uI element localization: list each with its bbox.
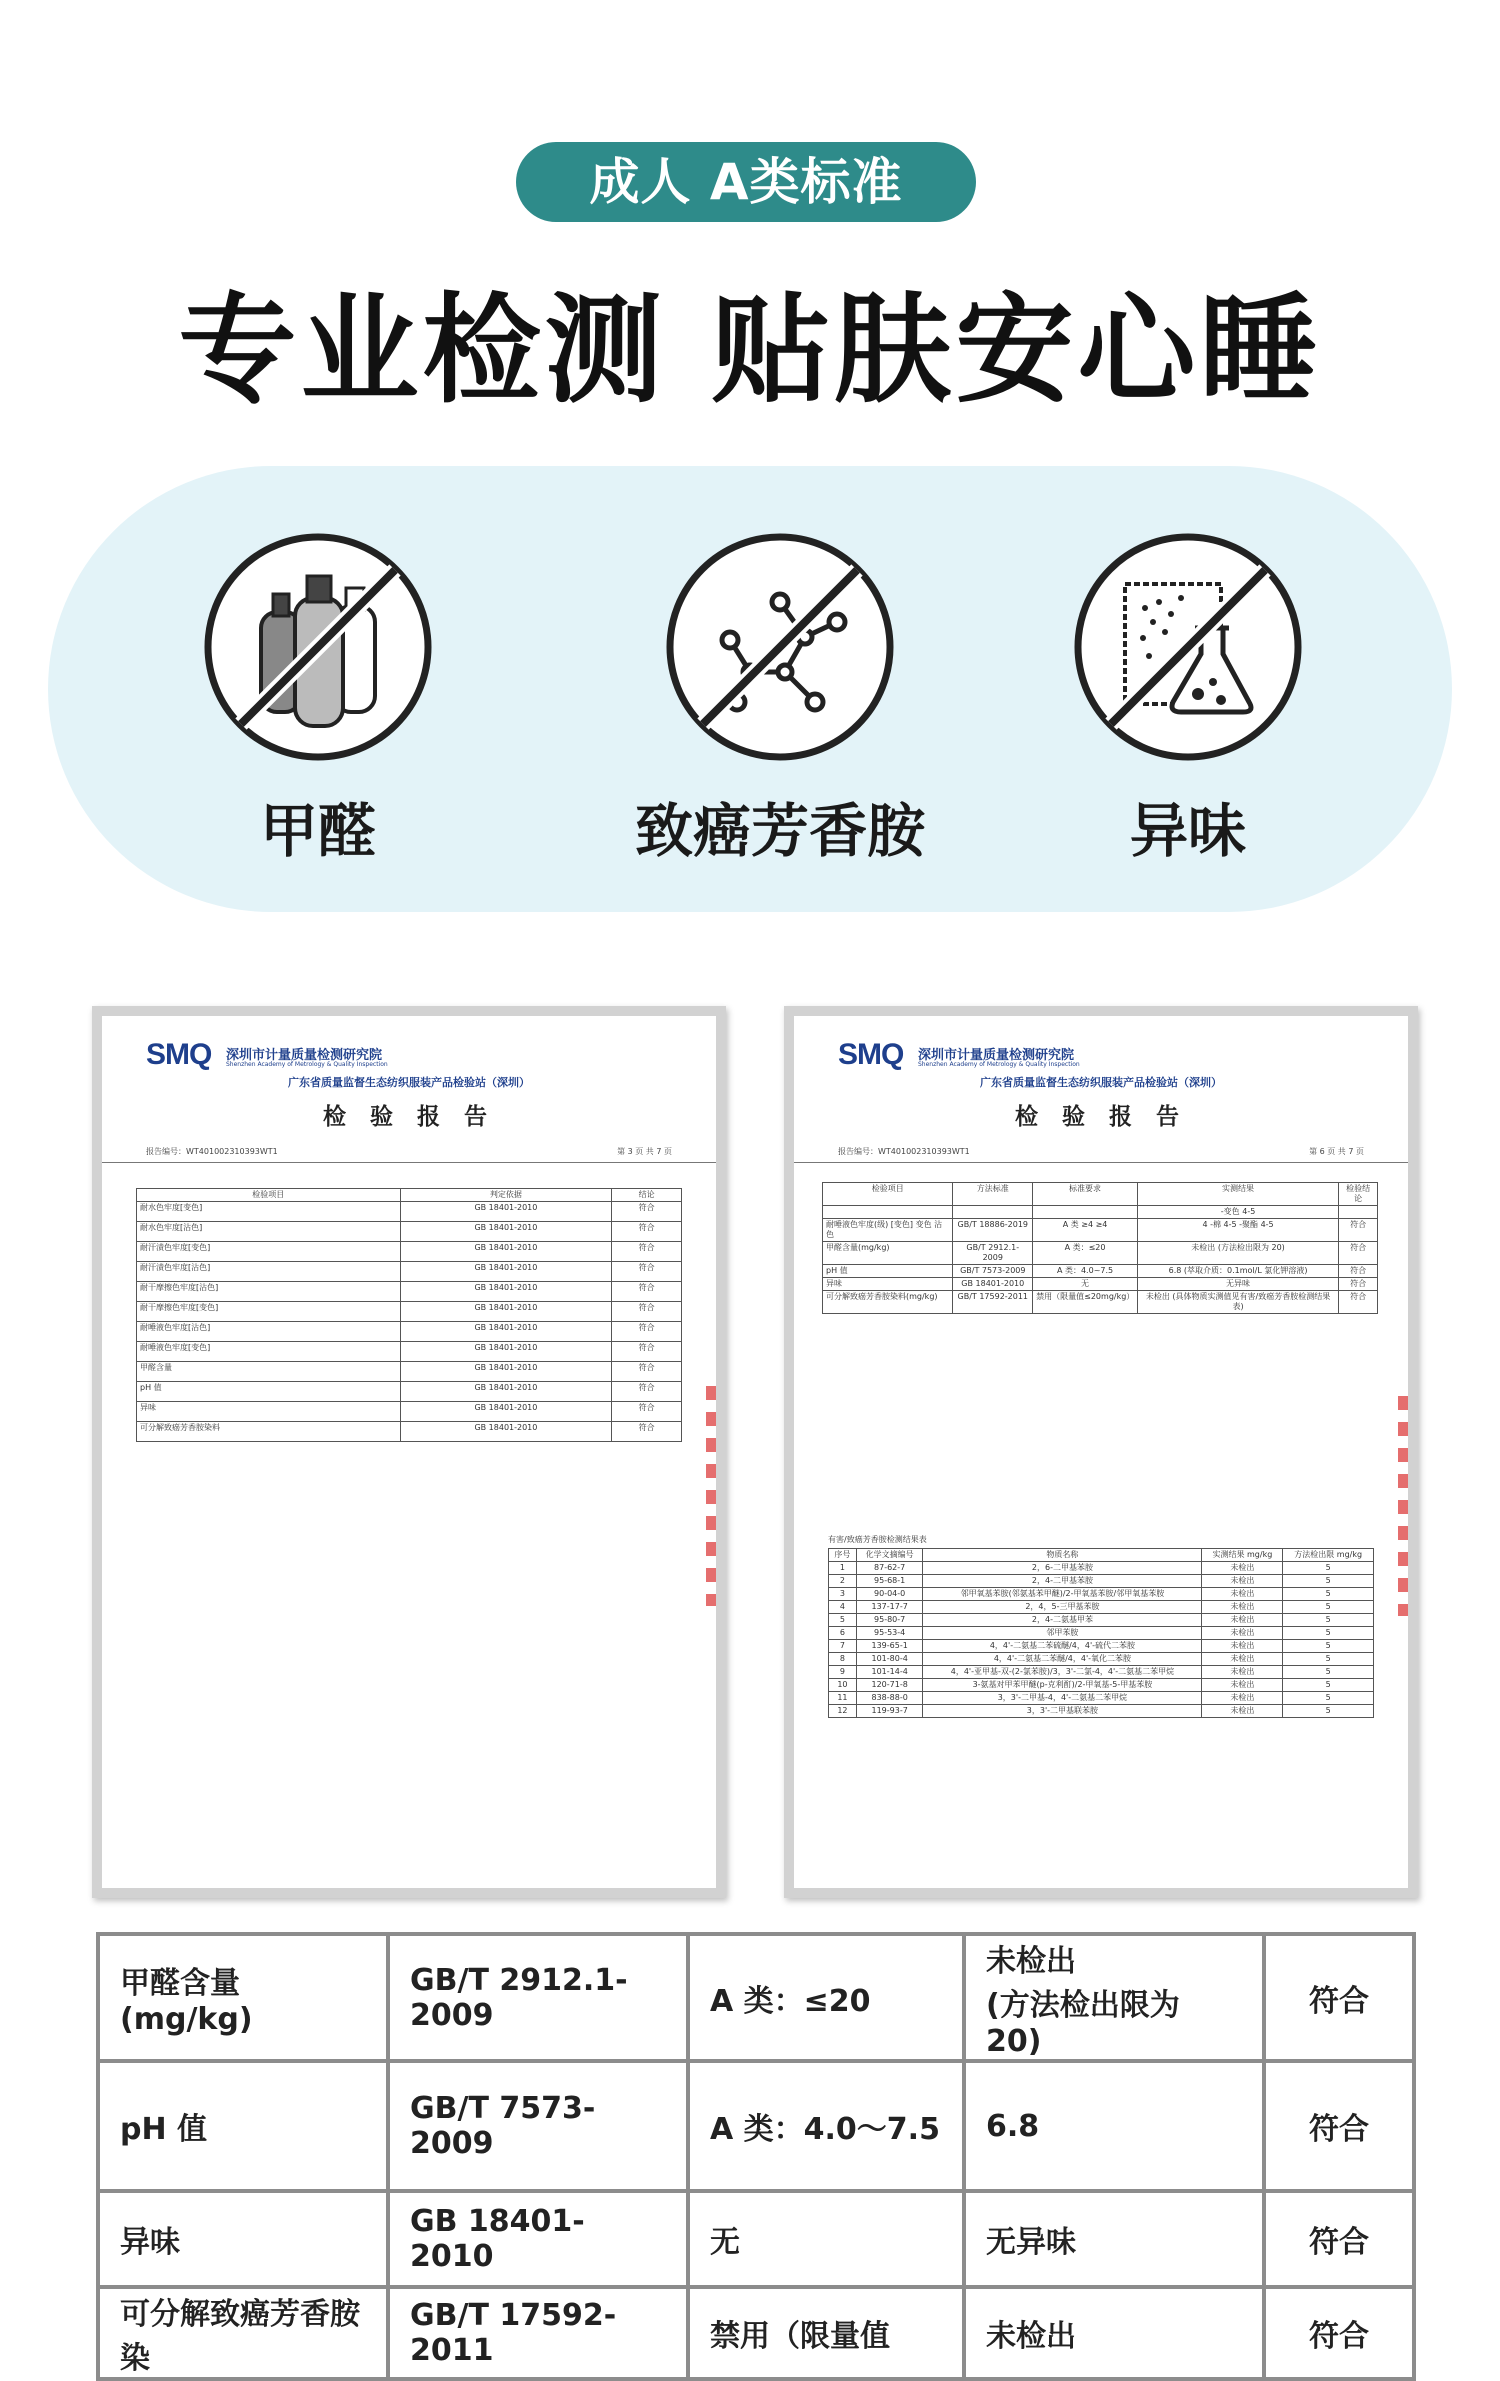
table-cell	[823, 1206, 953, 1219]
table-cell: 异味	[823, 1278, 953, 1291]
table-cell: 无	[1033, 1278, 1138, 1291]
table-cell	[1033, 1206, 1138, 1219]
table-cell: 87-62-7	[856, 1562, 923, 1575]
table-header-row	[137, 1189, 682, 1202]
report-page-number: 第 3 页 共 7 页	[617, 1147, 672, 1156]
table-cell: 未检出	[1202, 1562, 1283, 1575]
table-cell: 2，4-二氨基甲苯	[923, 1614, 1202, 1627]
table-cell: 耐干摩擦色牢度[变色]	[137, 1302, 401, 1322]
smq-logo: SMQ	[838, 1038, 904, 1071]
table-cell: A 类 ≥4 ≥4	[1033, 1219, 1138, 1242]
safety-icons-panel	[48, 466, 1452, 912]
table-cell: 3-氨基对甲苯甲醚(p-克利酊)/2-甲氧基-5-甲基苯胺	[923, 1679, 1202, 1692]
table-cell: 未检出	[1202, 1627, 1283, 1640]
table-cell: 符合	[612, 1282, 682, 1302]
table-cell: 101-14-4	[856, 1666, 923, 1679]
table-cell: 5	[1283, 1640, 1374, 1653]
summary-cell: 异味	[98, 2191, 388, 2287]
table-row	[823, 1278, 1378, 1291]
table-cell: 禁用（限量值≤20mg/kg）	[1033, 1291, 1138, 1314]
table-cell: 符合	[612, 1302, 682, 1322]
report-department: 广东省质量监督生态纺织服装产品检验站（深圳）	[980, 1076, 1222, 1089]
report-letterhead	[146, 1038, 388, 1072]
table-row	[137, 1362, 682, 1382]
divider	[102, 1162, 716, 1163]
table-cell: 5	[1283, 1692, 1374, 1705]
table-cell: 未检出	[1202, 1653, 1283, 1666]
table-row	[829, 1588, 1374, 1601]
table-cell: pH 值	[137, 1382, 401, 1402]
summary-cell: GB/T 7573-2009	[388, 2061, 688, 2191]
report-title: 检 验 报 告	[322, 1104, 496, 1130]
table-cell: 可分解致癌芳香胺染料(mg/kg)	[823, 1291, 953, 1314]
table-cell: 5	[1283, 1653, 1374, 1666]
summary-cell: 未检出 (方法检出限为 20)	[964, 1934, 1264, 2061]
table-cell: 120-71-8	[856, 1679, 923, 1692]
summary-cell: GB 18401-2010	[388, 2191, 688, 2287]
table-cell: 4，4'-二氨基二苯醚/4，4'-氧化二苯胺	[923, 1653, 1202, 1666]
table-cell: 6.8 (萃取介质：0.1mol/L 氯化钾溶液)	[1137, 1265, 1338, 1278]
report-page-number: 第 6 页 共 7 页	[1309, 1147, 1364, 1156]
summary-row	[98, 2287, 1414, 2379]
table-cell: 8	[829, 1653, 857, 1666]
table-cell: 耐汗渍色牢度[沾色]	[137, 1262, 401, 1282]
summary-row	[98, 2191, 1414, 2287]
table-cell: GB 18401-2010	[400, 1282, 612, 1302]
table-cell: 5	[1283, 1679, 1374, 1692]
report-number: 报告编号：WT401002310393WT1	[146, 1147, 278, 1156]
summary-cell: GB/T 17592-2011	[388, 2287, 688, 2379]
table-cell: 耐水色牢度[变色]	[137, 1202, 401, 1222]
summary-cell: 可分解致癌芳香胺染	[98, 2287, 388, 2379]
summary-cell: 符合	[1264, 2191, 1414, 2287]
table-cell: 5	[1283, 1614, 1374, 1627]
table-row	[137, 1222, 682, 1242]
no-flask-icon	[1073, 532, 1303, 762]
table-cell: 未检出	[1202, 1679, 1283, 1692]
table-row	[823, 1219, 1378, 1242]
table-cell: 耐水色牢度[沾色]	[137, 1222, 401, 1242]
report-letterhead	[838, 1038, 1080, 1072]
table-cell: 4	[829, 1601, 857, 1614]
divider	[794, 1162, 1408, 1163]
table-row	[823, 1242, 1378, 1265]
table-cell: 未检出	[1202, 1575, 1283, 1588]
table-cell: A 类：≤20	[1033, 1242, 1138, 1265]
table-cell: 6	[829, 1627, 857, 1640]
table-row	[829, 1705, 1374, 1718]
results-table	[822, 1182, 1378, 1314]
table-cell: 10	[829, 1679, 857, 1692]
column-header: 判定依据	[400, 1189, 612, 1202]
summary-cell: pH 值	[98, 2061, 388, 2191]
table-row	[823, 1265, 1378, 1278]
table-cell: 未检出	[1202, 1614, 1283, 1627]
table-cell: 1	[829, 1562, 857, 1575]
summary-cell: GB/T 2912.1-2009	[388, 1934, 688, 2061]
table-row	[137, 1242, 682, 1262]
column-header: 标准要求	[1033, 1183, 1138, 1206]
table-cell	[953, 1206, 1033, 1219]
red-seal-stamp	[1398, 1396, 1408, 1616]
column-header: 实测结果	[1137, 1183, 1338, 1206]
table-cell: 3，3'-二甲基联苯胺	[923, 1705, 1202, 1718]
table-cell: GB/T 2912.1-2009	[953, 1242, 1033, 1265]
table-cell: 90-04-0	[856, 1588, 923, 1601]
table-cell: 耐汗渍色牢度[变色]	[137, 1242, 401, 1262]
summary-cell: 禁用（限量值	[688, 2287, 964, 2379]
summary-cell: 无	[688, 2191, 964, 2287]
amine-table-caption: 有害/致癌芳香胺检测结果表	[828, 1535, 927, 1544]
table-row	[829, 1562, 1374, 1575]
table-cell: 未检出	[1202, 1666, 1283, 1679]
table-cell: 137-17-7	[856, 1601, 923, 1614]
table-cell: 2，4，5-三甲基苯胺	[923, 1601, 1202, 1614]
table-row	[829, 1575, 1374, 1588]
table-row	[137, 1302, 682, 1322]
table-cell: 符合	[612, 1402, 682, 1422]
table-cell: 符合	[1339, 1278, 1378, 1291]
summary-cell: 6.8	[964, 2061, 1264, 2191]
table-row	[137, 1282, 682, 1302]
table-header-row	[829, 1549, 1374, 1562]
table-cell: GB 18401-2010	[400, 1322, 612, 1342]
table-cell: 2，6-二甲基苯胺	[923, 1562, 1202, 1575]
table-cell: 符合	[1339, 1219, 1378, 1242]
table-cell: 101-80-4	[856, 1653, 923, 1666]
table-cell	[1339, 1206, 1378, 1219]
table-row	[823, 1206, 1378, 1219]
table-cell: 符合	[1339, 1265, 1378, 1278]
summary-cell: 未检出	[964, 2287, 1264, 2379]
odor-item	[1008, 532, 1368, 868]
summary-cell: 甲醛含量(mg/kg)	[98, 1934, 388, 2061]
table-cell: -变色 4-5	[1137, 1206, 1338, 1219]
summary-cell: 无异味	[964, 2191, 1264, 2287]
table-cell: GB 18401-2010	[400, 1342, 612, 1362]
table-cell: GB 18401-2010	[400, 1362, 612, 1382]
table-cell: 139-65-1	[856, 1640, 923, 1653]
table-cell: 12	[829, 1705, 857, 1718]
table-row	[137, 1322, 682, 1342]
table-cell: 5	[1283, 1575, 1374, 1588]
table-cell: GB 18401-2010	[953, 1278, 1033, 1291]
column-header: 方法检出限 mg/kg	[1283, 1549, 1374, 1562]
report-page-left	[92, 1006, 726, 1898]
table-cell: 5	[1283, 1666, 1374, 1679]
summary-row	[98, 2061, 1414, 2191]
table-cell: 耐干摩擦色牢度[沾色]	[137, 1282, 401, 1302]
institute-name: 深圳市计量质量检测研究院	[226, 1048, 383, 1063]
column-header: 检验结论	[1339, 1183, 1378, 1206]
table-cell: 未检出	[1202, 1601, 1283, 1614]
table-cell: 5	[1283, 1588, 1374, 1601]
formaldehyde-item	[138, 532, 498, 868]
summary-cell: 符合	[1264, 2287, 1414, 2379]
column-header: 物质名称	[923, 1549, 1202, 1562]
table-row	[829, 1653, 1374, 1666]
table-cell: GB 18401-2010	[400, 1422, 612, 1442]
table-cell: 11	[829, 1692, 857, 1705]
table-cell: 甲醛含量	[137, 1362, 401, 1382]
column-header: 检验项目	[823, 1183, 953, 1206]
column-header: 实测结果 mg/kg	[1202, 1549, 1283, 1562]
report-number: 报告编号：WT401002310393WT1	[838, 1147, 970, 1156]
table-row	[829, 1601, 1374, 1614]
icon-label: 甲醛	[259, 797, 376, 865]
table-cell: 符合	[612, 1222, 682, 1242]
table-row	[137, 1262, 682, 1282]
table-cell: 4，4'-二氨基二苯硫醚/4，4'-硫代二苯胺	[923, 1640, 1202, 1653]
summary-results-table	[96, 1932, 1416, 2381]
table-cell: 95-80-7	[856, 1614, 923, 1627]
table-cell: pH 值	[823, 1265, 953, 1278]
table-cell: 2	[829, 1575, 857, 1588]
table-cell: 耐唾液色牢度(级) [变色] 变色 沾色	[823, 1219, 953, 1242]
icon-label: 异味	[1129, 797, 1246, 865]
column-header: 检验项目	[137, 1189, 401, 1202]
table-cell: 3，3'-二甲基-4，4'-二氨基二苯甲烷	[923, 1692, 1202, 1705]
table-cell: 5	[1283, 1627, 1374, 1640]
summary-cell: A 类：4.0～7.5	[688, 2061, 964, 2191]
table-cell: 未检出	[1202, 1705, 1283, 1718]
institute-name: 深圳市计量质量检测研究院	[918, 1048, 1075, 1063]
table-cell: GB/T 17592-2011	[953, 1291, 1033, 1314]
summary-cell: 符合	[1264, 2061, 1414, 2191]
table-cell: GB/T 7573-2009	[953, 1265, 1033, 1278]
table-row	[823, 1291, 1378, 1314]
table-cell: 符合	[612, 1382, 682, 1402]
column-header: 化学文摘编号	[856, 1549, 923, 1562]
table-header-row	[823, 1183, 1378, 1206]
report-title: 检 验 报 告	[1014, 1104, 1188, 1130]
table-cell: 5	[1283, 1601, 1374, 1614]
column-header: 结论	[612, 1189, 682, 1202]
table-cell: A 类：4.0~7.5	[1033, 1265, 1138, 1278]
summary-cell: A 类：≤20	[688, 1934, 964, 2061]
table-cell: GB 18401-2010	[400, 1202, 612, 1222]
table-row	[829, 1627, 1374, 1640]
table-cell: 未检出	[1202, 1692, 1283, 1705]
table-row	[829, 1666, 1374, 1679]
inspection-table	[136, 1188, 682, 1442]
table-cell: 符合	[1339, 1242, 1378, 1265]
smq-logo: SMQ	[146, 1038, 212, 1071]
table-cell: GB 18401-2010	[400, 1222, 612, 1242]
red-seal-stamp	[706, 1386, 716, 1606]
standard-badge: 成人 A类标准	[516, 142, 976, 222]
table-cell: 符合	[612, 1422, 682, 1442]
table-cell: 9	[829, 1666, 857, 1679]
table-cell: GB 18401-2010	[400, 1242, 612, 1262]
aromatic-amine-item	[600, 532, 960, 868]
table-cell: GB 18401-2010	[400, 1382, 612, 1402]
table-cell: 未检出 (具体物质实测值见有害/致癌芳香胺检测结果表)	[1137, 1291, 1338, 1314]
table-cell: GB/T 18886-2019	[953, 1219, 1033, 1242]
table-cell: 可分解致癌芳香胺染料	[137, 1422, 401, 1442]
institute-name-en: Shenzhen Academy of Metrology & Quality Inspection	[226, 1061, 388, 1068]
table-cell: 未检出 (方法检出限为 20)	[1137, 1242, 1338, 1265]
table-cell: 7	[829, 1640, 857, 1653]
table-row	[137, 1422, 682, 1442]
table-cell: 符合	[612, 1202, 682, 1222]
table-cell: 符合	[612, 1242, 682, 1262]
table-cell: 未检出	[1202, 1640, 1283, 1653]
table-cell: 符合	[612, 1342, 682, 1362]
table-cell: 未检出	[1202, 1588, 1283, 1601]
table-cell: 5	[1283, 1562, 1374, 1575]
table-cell: 3	[829, 1588, 857, 1601]
table-cell: 5	[829, 1614, 857, 1627]
table-cell: 4 -棉 4-5 -聚酯 4-5	[1137, 1219, 1338, 1242]
table-cell: 耐唾液色牢度[沾色]	[137, 1322, 401, 1342]
table-row	[137, 1202, 682, 1222]
table-cell: 符合	[1339, 1291, 1378, 1314]
column-header: 序号	[829, 1549, 857, 1562]
table-cell: 异味	[137, 1402, 401, 1422]
table-row	[829, 1679, 1374, 1692]
table-cell: 5	[1283, 1705, 1374, 1718]
no-bottles-icon	[203, 532, 433, 762]
table-cell: 邻甲氧基苯胺(邻氨基苯甲醚)/2-甲氧基苯胺/邻甲氧基苯胺	[923, 1588, 1202, 1601]
summary-cell: 符合	[1264, 1934, 1414, 2061]
table-row	[137, 1402, 682, 1422]
table-cell: 耐唾液色牢度[变色]	[137, 1342, 401, 1362]
report-department: 广东省质量监督生态纺织服装产品检验站（深圳）	[288, 1076, 530, 1089]
page-headline: 专业检测 贴肤安心睡	[178, 281, 1322, 419]
table-cell: GB 18401-2010	[400, 1262, 612, 1282]
table-cell: 119-93-7	[856, 1705, 923, 1718]
table-cell: GB 18401-2010	[400, 1402, 612, 1422]
table-row	[829, 1640, 1374, 1653]
column-header: 方法标准	[953, 1183, 1033, 1206]
no-molecule-icon	[665, 532, 895, 762]
table-row	[137, 1342, 682, 1362]
table-cell: 无异味	[1137, 1278, 1338, 1291]
amine-results-table	[828, 1548, 1374, 1718]
table-row	[829, 1614, 1374, 1627]
table-cell: 符合	[612, 1262, 682, 1282]
report-page-right	[784, 1006, 1418, 1898]
table-cell: 95-68-1	[856, 1575, 923, 1588]
table-cell: 838-88-0	[856, 1692, 923, 1705]
table-cell: GB 18401-2010	[400, 1302, 612, 1322]
table-row	[137, 1382, 682, 1402]
summary-row	[98, 1934, 1414, 2061]
icon-label: 致癌芳香胺	[634, 797, 925, 865]
table-row	[829, 1692, 1374, 1705]
table-cell: 符合	[612, 1362, 682, 1382]
table-cell: 甲醛含量(mg/kg)	[823, 1242, 953, 1265]
table-cell: 邻甲苯胺	[923, 1627, 1202, 1640]
table-cell: 4，4'-亚甲基-双-(2-氯苯胺)/3，3'-二氯-4，4'-二氨基二苯甲烷	[923, 1666, 1202, 1679]
table-cell: 符合	[612, 1322, 682, 1342]
table-cell: 95-53-4	[856, 1627, 923, 1640]
table-cell: 2，4-二甲基苯胺	[923, 1575, 1202, 1588]
institute-name-en: Shenzhen Academy of Metrology & Quality Inspection	[918, 1061, 1080, 1068]
